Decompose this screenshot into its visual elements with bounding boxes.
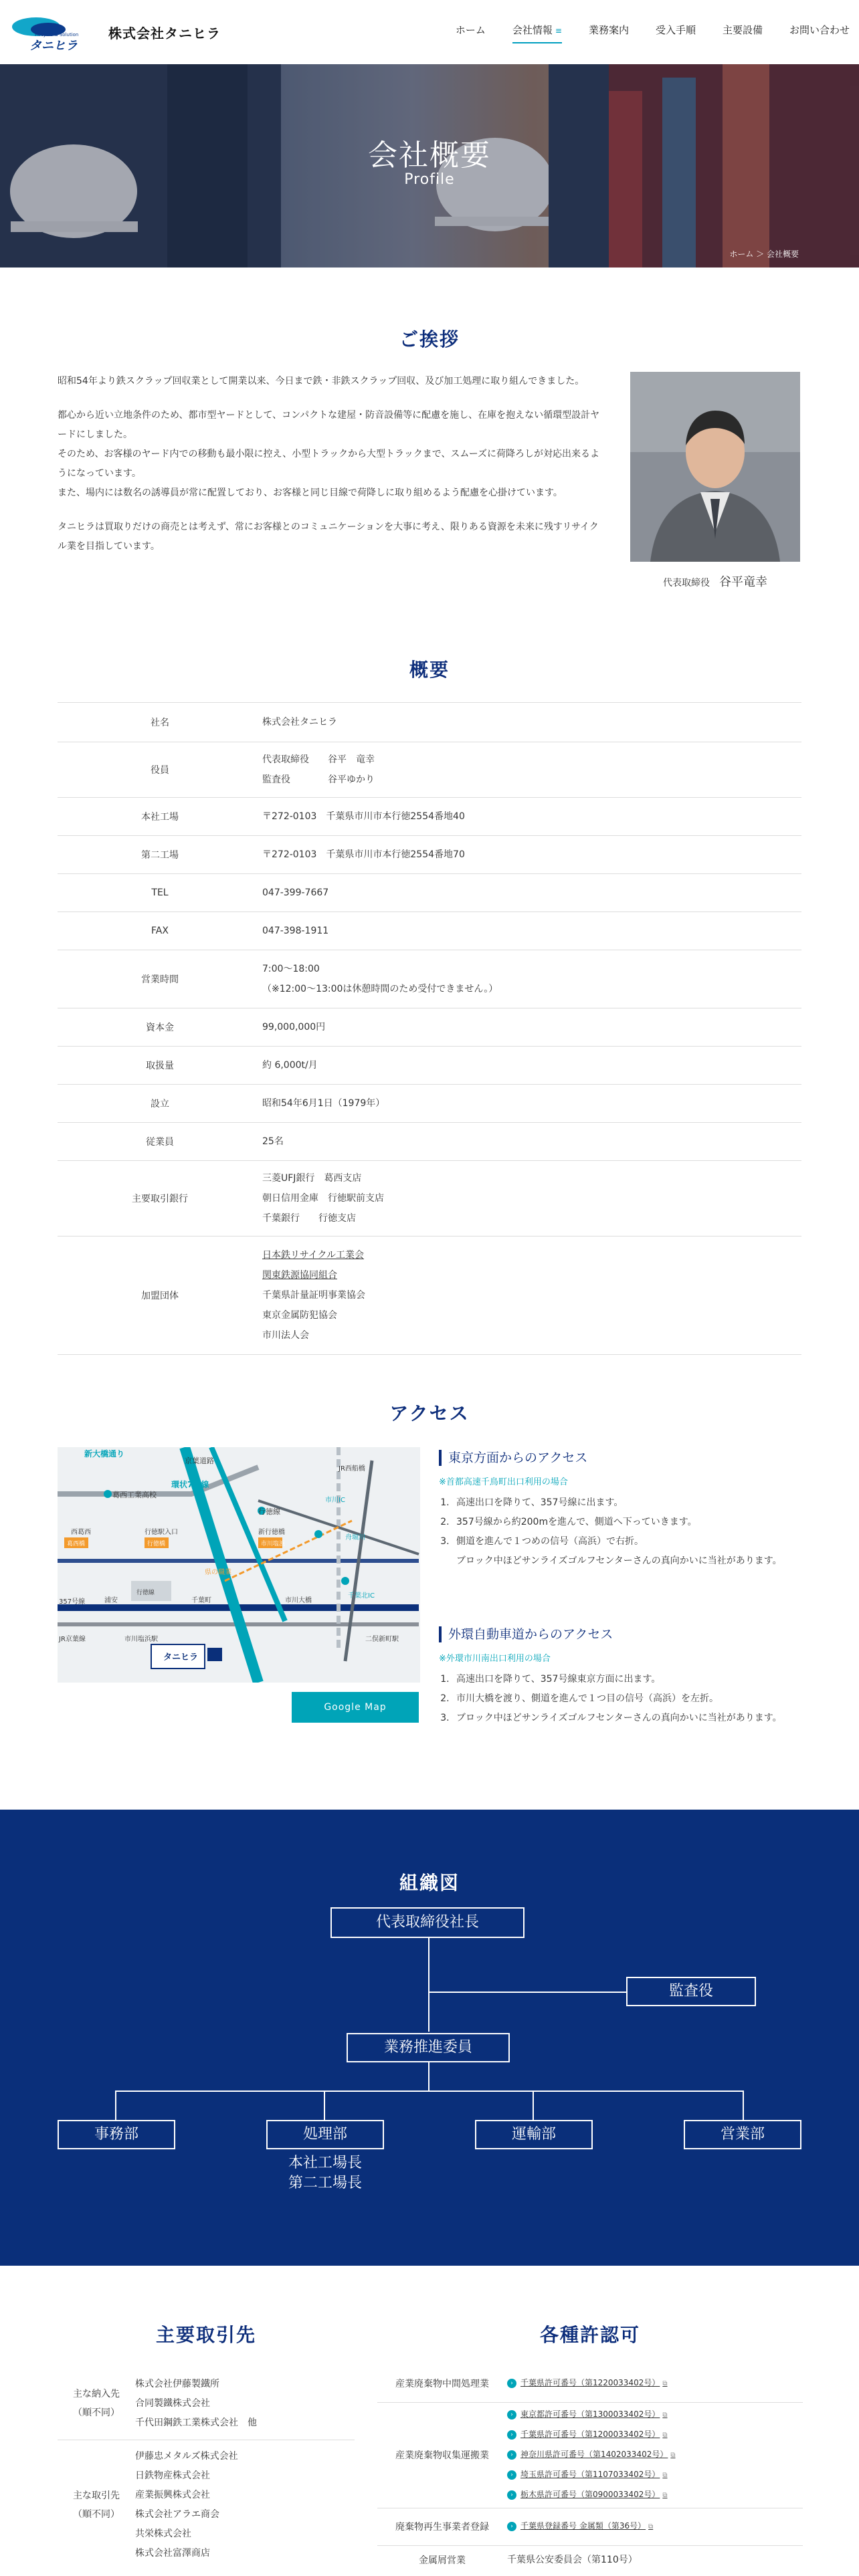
- table-row: [58, 874, 801, 912]
- external-link-icon: ⧉: [662, 2411, 668, 2419]
- org-connector: [428, 1938, 430, 2032]
- profile-table: [58, 702, 801, 1355]
- row-key: 金属屑営業: [419, 2555, 466, 2566]
- table-row: [58, 742, 801, 798]
- table-row: [58, 798, 801, 836]
- table-row: [58, 1161, 801, 1237]
- row-value: [262, 740, 801, 799]
- permit-link[interactable]: [507, 2430, 668, 2439]
- row-value: [262, 1236, 801, 1355]
- map-label: 舟堀川: [345, 1534, 365, 1541]
- org-promotion: 業務推進委員: [347, 2033, 510, 2062]
- key-line: （順不同）: [73, 2407, 120, 2418]
- table-row: [377, 2508, 803, 2546]
- value-line: 〒272-0103 千葉県市川市本行徳2554番地40: [262, 811, 465, 822]
- map-label: 葛西橋: [67, 1541, 86, 1547]
- row-key: 主要取引銀行: [132, 1194, 188, 1204]
- access-steps: [439, 1670, 803, 1728]
- access-steps: [439, 1493, 803, 1571]
- greeting-paragraph: タニヒラは買取りだけの商売とは考えず、常にお客様とのコミュニケーションを大事に考え、限りある資源を未来に残すリサイクル業を目指しています。: [58, 522, 599, 552]
- org-chart-section: [0, 1810, 859, 2266]
- table-row: [58, 703, 801, 742]
- permit-link[interactable]: [507, 2450, 676, 2459]
- org-note-line: 第二工場長: [288, 2175, 362, 2191]
- external-link-icon: ⧉: [662, 2472, 668, 2479]
- key-line: 主な取引先: [73, 2490, 120, 2501]
- map-label: 二俣新町駅: [365, 1636, 399, 1643]
- table-row: [58, 1047, 801, 1085]
- value-line: 昭和54年6月1日（1979年）: [262, 1098, 385, 1109]
- ceo-role: 代表取締役: [663, 578, 710, 588]
- main-nav: [429, 23, 850, 43]
- ceo-caption: [630, 572, 800, 590]
- access-step: 3. ブロック中ほどサンライズゴルフセンターさんの真向かいに当社があります。: [452, 1709, 803, 1728]
- access-map[interactable]: [58, 1447, 420, 1683]
- row-value: [507, 2401, 803, 2509]
- row-key: 取扱量: [146, 1061, 174, 1071]
- org-title: 組織図: [399, 1872, 460, 1894]
- value-line: 市川法人会: [262, 1330, 309, 1341]
- logo-mark-text: タニヒラ: [29, 39, 78, 53]
- access-step: 3. 側道を進んで１つめの信号（高浜）で右折。 ブロック中ほどサンライズゴルフセンターさんの真向かいに当社があります。: [452, 1532, 803, 1571]
- profile-title: 概要: [409, 659, 450, 681]
- value-line: 産業振興株式会社: [135, 2490, 210, 2500]
- nav-company[interactable]: [512, 23, 562, 43]
- value-line: 伊藤忠メタルズ株式会社: [135, 2451, 238, 2462]
- hero-banner: [0, 64, 859, 267]
- row-value: [262, 911, 801, 950]
- map-label: 葛西工業高校: [112, 1491, 157, 1499]
- value-line: 〒272-0103 千葉県市川市本行徳2554番地70: [262, 849, 465, 860]
- row-value: [262, 703, 801, 742]
- table-row: [58, 836, 801, 874]
- org-connector: [428, 2062, 430, 2092]
- nav-procedure[interactable]: 受入手順: [655, 24, 696, 36]
- greeting-paragraph: 都心から近い立地条件のため、都市型ヤードとして、コンパクトな建屋・防音設備等に配慮を施し、在庫を抱えない循環型設計ヤードにしました。 そのため、お客様のヤード内での移動も最小限に控え、小型トラックから大型トラックまで、スムーズに荷降ろしが対応出来るようになっています。 また、場内には数名の誘導員が常に配置しており、お客様と同じ目線で荷降しに取り組めるよう配慮を心掛けています。: [58, 410, 600, 498]
- map-label: 357号線: [59, 1598, 86, 1606]
- value-line: 三菱UFJ銀行 葛西支店: [262, 1173, 362, 1184]
- permit-link[interactable]: [507, 2409, 668, 2419]
- row-key: 設立: [151, 1099, 169, 1109]
- map-label: 市川塩浜: [261, 1541, 286, 1547]
- nav-home[interactable]: ホーム: [455, 24, 486, 36]
- access-title: アクセス: [389, 1402, 470, 1424]
- permit-link[interactable]: [507, 2490, 668, 2499]
- map-label: 京葉道路: [185, 1457, 214, 1465]
- ceo-portrait: [630, 372, 800, 562]
- value-line: 株式会社富澤商店: [135, 2548, 210, 2559]
- row-key: 従業員: [146, 1137, 174, 1148]
- arrow-right-icon: ›: [507, 2490, 516, 2500]
- permit-label: 埼玉県許可番号（第1107033402号）: [520, 2470, 660, 2479]
- table-row: [58, 950, 801, 1008]
- access-step: 2. 市川大橋を渡り、側道を進んで１つ目の信号（高浜）を左折。: [452, 1689, 803, 1709]
- row-key: 第二工場: [141, 850, 179, 861]
- company-name: 株式会社タニヒラ: [108, 25, 221, 41]
- table-row: [58, 1008, 801, 1047]
- row-value: [135, 2371, 355, 2437]
- access-tokyo: [439, 1450, 803, 1571]
- permit-label: 栃木県許可番号（第0900033402号）: [520, 2490, 660, 2499]
- member-link[interactable]: 日本鉄リサイクル工業会: [262, 1250, 365, 1261]
- map-label: 浦安: [104, 1597, 118, 1604]
- map-label-yard: タニヒラ: [163, 1652, 199, 1662]
- row-key: 資本金: [146, 1023, 174, 1033]
- row-value: [262, 835, 801, 874]
- access-route: ※首都高速千鳥町出口利用の場合: [439, 1477, 568, 1487]
- org-ceo: 代表取締役社長: [330, 1907, 524, 1938]
- org-connector: [743, 2090, 744, 2120]
- row-value: [507, 2369, 803, 2397]
- row-value: [262, 797, 801, 836]
- org-connector: [428, 1992, 626, 1993]
- nav-services[interactable]: 業務案内: [588, 24, 629, 36]
- greeting-paragraph: 昭和54年より鉄スクラップ回収業として開業以来、今日まで鉄・非鉄スクラップ回収、及び加工処理に取り組んできました。: [58, 376, 585, 387]
- row-key: [58, 2385, 135, 2422]
- value-line: 監査役 谷平ゆかり: [262, 774, 375, 785]
- external-link-icon: ⧉: [648, 2523, 654, 2531]
- map-label: 市川IC: [325, 1497, 345, 1504]
- org-note: [266, 2153, 384, 2193]
- access-heading: 外環自動車道からのアクセス: [439, 1626, 803, 1642]
- google-map-button[interactable]: Google Map: [292, 1692, 419, 1723]
- table-row: [58, 2440, 355, 2571]
- value-line: 7:00～18:00: [262, 964, 320, 974]
- map-label: JR京葉線: [59, 1636, 86, 1643]
- permits-title: 各種許認可: [539, 2324, 640, 2346]
- org-dept: 処理部: [266, 2120, 384, 2149]
- table-row: [377, 2402, 803, 2508]
- row-value: [507, 2512, 803, 2541]
- row-key: TEL: [151, 887, 169, 898]
- map-label: 千葉北IC: [348, 1592, 375, 1600]
- ceo-name: 谷平竜幸: [719, 575, 767, 589]
- map-label: JR西船橋: [339, 1465, 365, 1473]
- map-label: 環状7号線: [171, 1480, 209, 1489]
- page-title: 会社概要: [368, 138, 491, 173]
- row-key: 営業時間: [141, 974, 179, 985]
- map-label: 新行徳橋: [258, 1529, 285, 1536]
- arrow-right-icon: ›: [507, 2430, 516, 2440]
- menu-lines-icon: ≡: [555, 26, 562, 35]
- value-line: 047-398-1911: [262, 926, 329, 936]
- external-link-icon: ⧉: [662, 2432, 668, 2439]
- org-dept: 運輸部: [475, 2120, 593, 2149]
- value-line: 株式会社伊藤製鐵所: [135, 2378, 219, 2389]
- table-row: [58, 2367, 355, 2440]
- row-value: [135, 2443, 355, 2567]
- table-row: [58, 912, 801, 950]
- permit-label: 東京都許可番号（第1300033402号）: [520, 2409, 660, 2419]
- greeting-title: ご挨拶: [399, 328, 460, 350]
- value-line: 代表取締役 谷平 竜幸: [262, 754, 375, 765]
- row-value: [262, 950, 801, 1008]
- external-link-icon: ⧉: [662, 2492, 668, 2499]
- row-value: [262, 873, 801, 912]
- external-link-icon: ⧉: [662, 2380, 668, 2387]
- value-line: 共栄株式会社: [135, 2529, 191, 2539]
- arrow-right-icon: ›: [507, 2522, 516, 2531]
- row-key: [58, 2486, 135, 2524]
- logo-tagline: Recycle & Solution: [35, 32, 79, 37]
- value-line: 047-399-7667: [262, 887, 329, 898]
- value-line: 朝日信用金庫 行徳駅前支店: [262, 1193, 384, 1204]
- logo-mark: [9, 9, 103, 55]
- permit-link[interactable]: [507, 2521, 653, 2531]
- arrow-right-icon: ›: [507, 2470, 516, 2480]
- permit-link[interactable]: [507, 2378, 668, 2387]
- arrow-right-icon: ›: [507, 2410, 516, 2420]
- map-label: 千葉町: [191, 1597, 211, 1604]
- row-key: FAX: [151, 926, 169, 936]
- org-auditor: 監査役: [626, 1977, 756, 2006]
- nav-company-label: 会社情報: [512, 24, 553, 36]
- row-key: 産業廃棄物収集運搬業: [395, 2450, 489, 2461]
- map-label: 行徳駅入口: [145, 1529, 178, 1536]
- arrow-right-icon: ›: [507, 2379, 516, 2388]
- value-line: 東京金属防犯協会: [262, 1310, 337, 1321]
- map-label: 新大橋通り: [84, 1449, 125, 1459]
- value-line: 合同製鐵株式会社: [135, 2397, 210, 2409]
- permit-label: 神奈川県許可番号（第1402033402号）: [520, 2450, 668, 2459]
- org-connector: [324, 2090, 325, 2120]
- clients-title: 主要取引先: [155, 2324, 256, 2346]
- row-key: 産業廃棄物中間処理業: [395, 2379, 489, 2389]
- arrow-right-icon: ›: [507, 2450, 516, 2460]
- table-row: [377, 2365, 803, 2403]
- value-line: 千葉銀行 行徳支店: [262, 1213, 356, 1224]
- org-connector: [533, 2090, 534, 2120]
- breadcrumb[interactable]: ホーム ＞ 会社概要: [729, 249, 799, 259]
- permit-label: 千葉県許可番号（第1220033402号）: [520, 2378, 660, 2387]
- permit-label: 千葉県登録番号 金属類（第36号）: [520, 2521, 646, 2531]
- map-label: 行徳橋: [147, 1541, 166, 1547]
- member-link[interactable]: 関東鉄源協同組合: [262, 1270, 337, 1281]
- access-heading: 東京方面からのアクセス: [439, 1450, 803, 1466]
- value-line: 千代田鋼鉄工業株式会社 他: [135, 2417, 257, 2428]
- access-route: ※外環市川南出口利用の場合: [439, 1654, 551, 1664]
- permit-link[interactable]: [507, 2470, 668, 2479]
- map-label: 行徳線: [136, 1590, 155, 1596]
- greeting-text: [58, 372, 607, 571]
- row-value: [262, 1122, 801, 1161]
- access-step: 2. 357号線から約200mを進んで、側道へ下っていきます。: [452, 1513, 803, 1532]
- nav-equipment[interactable]: 主要設備: [722, 24, 763, 36]
- access-gaikan: [439, 1626, 803, 1728]
- site-logo[interactable]: [9, 9, 221, 55]
- key-line: 主な納入先: [73, 2389, 120, 2399]
- value-line: 千葉県計量証明事業協会: [262, 1290, 365, 1301]
- map-label: 県の職業: [205, 1569, 231, 1576]
- access-step: 1. 高速出口を降りて、357号線に出ます。: [452, 1493, 803, 1513]
- permit-label: 千葉県許可番号（第1200033402号）: [520, 2430, 660, 2439]
- map-label: 西葛西: [71, 1529, 91, 1536]
- row-key: 役員: [151, 765, 169, 776]
- value-line: 約 6,000t/月: [262, 1060, 318, 1071]
- table-row: [377, 2545, 803, 2575]
- org-note-line: 本社工場長: [288, 2155, 362, 2171]
- row-key: 加盟団体: [141, 1291, 179, 1301]
- org-dept: 事務部: [58, 2120, 175, 2149]
- key-line: （順不同）: [73, 2509, 120, 2520]
- site-header: [0, 0, 859, 64]
- value-line: 株式会社タニヒラ: [262, 717, 337, 728]
- value-line: 99,000,000円: [262, 1022, 326, 1033]
- external-link-icon: ⧉: [670, 2452, 676, 2459]
- row-key: 本社工場: [141, 812, 179, 823]
- org-dept: 営業部: [684, 2120, 801, 2149]
- value-line: 25名: [262, 1136, 284, 1147]
- row-value: [262, 1046, 801, 1085]
- table-row: [58, 1085, 801, 1123]
- table-row: [58, 1237, 801, 1355]
- row-value: [262, 1008, 801, 1047]
- value-line: （※12:00～13:00は休憩時間のため受付できません。）: [262, 984, 498, 994]
- row-key: 社名: [151, 718, 169, 728]
- page-subtitle: Profile: [404, 171, 455, 188]
- map-label: 行徳線: [258, 1507, 280, 1516]
- value-line: 株式会社アラエ商会: [135, 2509, 219, 2520]
- nav-contact[interactable]: お問い合わせ: [789, 24, 850, 36]
- row-key: 廃棄物再生事業者登録: [395, 2522, 489, 2533]
- map-label: 市川大橋: [285, 1597, 312, 1604]
- map-label: 市川塩浜駅: [124, 1636, 158, 1643]
- access-step: 1. 高速出口を降りて、357号線東京方面に出ます。: [452, 1670, 803, 1689]
- org-connector: [115, 2090, 116, 2120]
- org-connector: [115, 2090, 744, 2092]
- row-value: [262, 1084, 801, 1123]
- value-line: 日鉄物産株式会社: [135, 2470, 210, 2481]
- table-row: [58, 1123, 801, 1161]
- row-value: [262, 1159, 801, 1238]
- row-value: 千葉県公安委員会（第110号）: [507, 2555, 638, 2565]
